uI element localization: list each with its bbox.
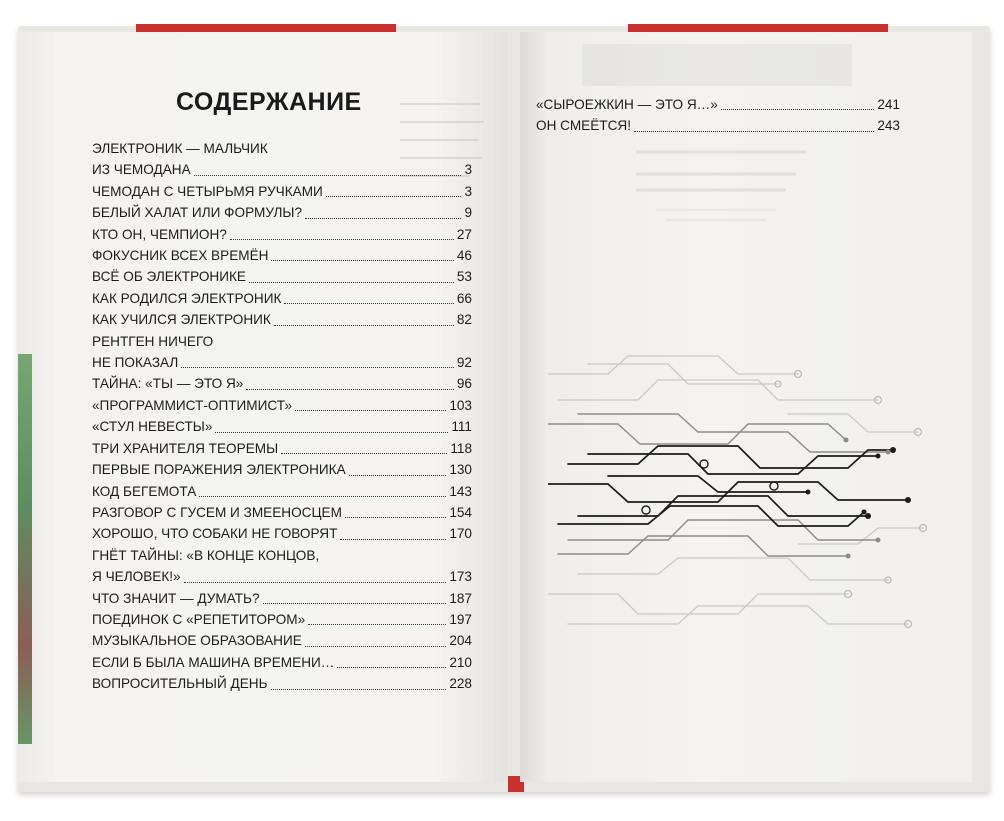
toc-entry-title: МУЗЫКАЛЬНОЕ ОБРАЗОВАНИЕ [92,633,302,649]
toc-entry [92,159,472,180]
toc-entry-title: ВОПРОСИТЕЛЬНЫЙ ДЕНЬ [92,676,268,692]
toc-entry [92,481,472,502]
toc-entry [92,609,472,630]
toc-entry [92,502,472,523]
dot-leader [271,260,453,261]
toc-entry-page: 154 [449,504,472,520]
toc-entry [92,545,472,566]
toc-entry-page: 3 [464,162,472,178]
toc-entry-title: ЧТО ЗНАЧИТ — ДУМАТЬ? [92,590,260,606]
toc-entry [92,202,472,223]
toc-entry [92,138,472,159]
dot-leader [337,667,446,668]
toc-entry-page: 66 [456,290,472,306]
dot-leader [345,517,446,518]
dot-leader [305,646,447,647]
toc-entry [92,459,472,480]
toc-entry-title: КТО ОН, ЧЕМПИОН? [92,226,227,242]
circuit-board-illustration [548,344,928,644]
toc-entry [92,673,472,694]
toc-entry-page: 82 [456,312,472,328]
toc-entry-title: ОН СМЕЁТСЯ! [536,118,632,134]
toc-entry-title: ИЗ ЧЕМОДАНА [92,162,191,178]
dot-leader [281,453,447,454]
toc-entry-page: 204 [449,633,472,649]
toc-entry-page: 3 [464,183,472,199]
toc-entry-title: ФОКУСНИК ВСЕХ ВРЕМЁН [92,248,269,264]
toc-entry-title: ПОЕДИНОК С «РЕПЕТИТОРОМ» [92,611,306,627]
dot-leader [295,410,446,411]
red-top-band-left [136,24,396,32]
toc-entry-page: 118 [450,440,472,456]
toc-entry-title: «СТУЛ НЕВЕСТЫ» [92,419,213,435]
toc-entry-title: РЕНТГЕН НИЧЕГО [92,333,214,349]
toc-entry-page: 241 [877,97,900,112]
toc-entry-page: 210 [449,654,472,670]
toc-entry-title: ВСЁ ОБ ЭЛЕКТРОНИКЕ [92,269,246,285]
toc-entry [92,266,472,287]
toc-entry-page: 111 [451,419,472,435]
dot-leader [230,239,454,240]
toc-entry-title: ГНЁТ ТАЙНЫ: «В КОНЦЕ КОНЦОВ, [92,547,320,563]
toc-entry-title: КОД БЕГЕМОТА [92,483,197,499]
dot-leader [263,603,447,604]
dot-leader [271,689,447,690]
toc-entry-page: 27 [456,226,472,242]
toc-entry-page: 243 [877,118,900,134]
dot-leader [326,196,462,197]
toc-entry-page: 197 [449,611,472,627]
toc-entry-title: Я ЧЕЛОВЕК!» [92,569,181,585]
toc-entry [536,115,900,136]
toc-entry-title: БЕЛЫЙ ХАЛАТ ИЛИ ФОРМУЛЫ? [92,205,303,221]
toc-entry-title: ЕСЛИ Б БЫЛА МАШИНА ВРЕМЕНИ… [92,654,335,670]
toc-entry-title: РАЗГОВОР С ГУСЕМ И ЗМЕЕНОСЦЕМ [92,504,342,520]
dot-leader [181,367,454,368]
toc-entry [92,373,472,394]
toc-entry-title: ТРИ ХРАНИТЕЛЯ ТЕОРЕМЫ [92,440,279,456]
toc-entry [92,352,472,373]
toc-entry-page: 53 [456,269,472,285]
dot-leader [721,109,875,110]
cover-image-strip [18,354,32,744]
toc-entry-page: 187 [449,590,472,606]
toc-entry-title: ЧЕМОДАН С ЧЕТЫРЬМЯ РУЧКАМИ [92,183,323,199]
dot-leader [246,389,454,390]
dot-leader [634,131,874,132]
dot-leader [249,282,454,283]
toc-entry-page: 173 [449,569,472,585]
toc-entry [92,288,472,309]
toc-entry [92,652,472,673]
toc-entry [92,566,472,587]
dot-leader [215,432,448,433]
toc-entry-page: 143 [449,483,472,499]
dot-leader [349,475,447,476]
toc-entry [92,309,472,330]
toc-entry-title: ХОРОШО, ЧТО СОБАКИ НЕ ГОВОРЯТ [92,526,338,542]
toc-entry-page: 9 [464,205,472,221]
toc-entry-page: 92 [456,355,472,371]
toc-entry [92,588,472,609]
toc-entry-page: 130 [449,462,472,478]
toc-entry [92,523,472,544]
toc-entry-page: 170 [449,526,472,542]
toc-entry [92,630,472,651]
toc-entry-title: ТАЙНА: «ТЫ — ЭТО Я» [92,376,244,392]
toc-entry [92,331,472,352]
toc-entry-title: ПЕРВЫЕ ПОРАЖЕНИЯ ЭЛЕКТРОНИКА [92,462,346,478]
toc-entry-title: «ПРОГРАММИСТ-ОПТИМИСТ» [92,397,293,413]
toc-entry-title: НЕ ПОКАЗАЛ [92,355,179,371]
toc-entry-page: 96 [456,376,472,392]
dot-leader [199,496,446,497]
toc-entry [92,416,472,437]
contents-list-left [92,138,472,695]
toc-entry [92,224,472,245]
toc-entry [92,181,472,202]
dot-leader [274,325,454,326]
toc-entry [92,395,472,416]
dot-leader [340,539,446,540]
toc-entry-page: 228 [449,676,472,692]
dot-leader [308,624,446,625]
toc-entry [92,438,472,459]
toc-entry [92,245,472,266]
toc-entry-title: КАК РОДИЛСЯ ЭЛЕКТРОНИК [92,290,282,306]
toc-entry-title: «СЫРОЕЖКИН — ЭТО Я…» [536,97,718,112]
dot-leader [194,175,462,176]
toc-entry [536,94,900,115]
toc-entry-page: 46 [456,248,472,264]
contents-list-right [536,94,900,137]
toc-entry-title: КАК УЧИЛСЯ ЭЛЕКТРОНИК [92,312,271,328]
contents-heading: СОДЕРЖАНИЕ [176,88,362,116]
dot-leader [305,218,461,219]
red-top-band-right [628,24,888,32]
toc-entry-page: 103 [449,397,472,413]
dot-leader [184,582,447,583]
dot-leader [284,303,453,304]
toc-entry-title: ЭЛЕКТРОНИК — МАЛЬЧИК [92,141,268,156]
